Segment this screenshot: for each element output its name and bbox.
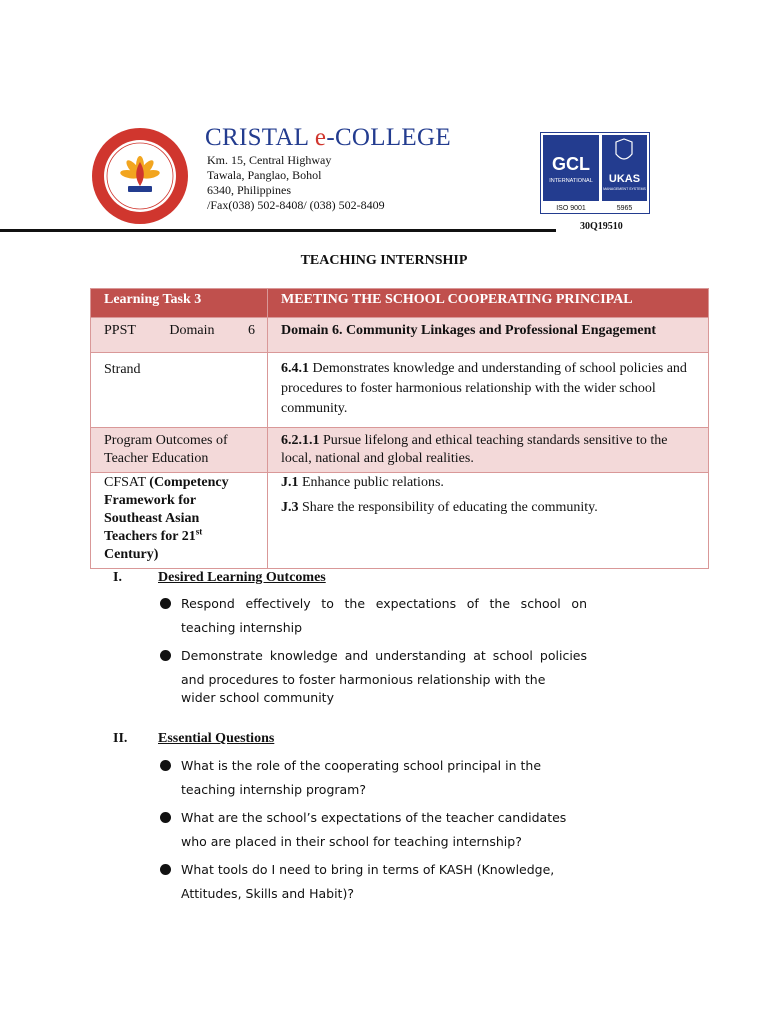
certificate-code: 30Q19510 bbox=[580, 221, 623, 232]
table-row bbox=[91, 353, 709, 428]
learning-task-table bbox=[90, 288, 709, 569]
ppst-label: PPST Domain 6 bbox=[91, 318, 268, 353]
college-seal-logo bbox=[90, 126, 190, 226]
svg-text:UKAS: UKAS bbox=[608, 173, 641, 185]
college-address bbox=[207, 153, 385, 213]
cfsat-competencies bbox=[268, 473, 709, 569]
list-item: Respond effectively to the expectations of the school on teaching internship bbox=[160, 592, 587, 640]
task-label: Learning Task 3 bbox=[91, 289, 268, 318]
table-row bbox=[91, 318, 709, 353]
section-title: Essential Questions bbox=[158, 731, 275, 746]
section-number: II. bbox=[113, 731, 128, 746]
table-row bbox=[91, 289, 709, 318]
task-title: MEETING THE SCHOOL COOPERATING PRINCIPAL bbox=[268, 289, 709, 318]
svg-text:INTERNATIONAL: INTERNATIONAL bbox=[549, 178, 593, 184]
program-outcomes-label: Program Outcomes of Teacher Education bbox=[91, 428, 268, 473]
section-desired-learning-outcomes bbox=[113, 570, 413, 588]
table-row bbox=[91, 473, 709, 569]
svg-text:ISO 9001: ISO 9001 bbox=[556, 205, 586, 212]
strand-label: Strand bbox=[91, 353, 268, 428]
svg-text:5965: 5965 bbox=[616, 205, 633, 212]
page-title: TEACHING INTERNSHIP bbox=[300, 253, 468, 268]
header-divider bbox=[0, 229, 556, 232]
competency-j1: J.1 Enhance public relations. bbox=[281, 475, 444, 490]
college-name: CRISTAL e-COLLEGE bbox=[205, 124, 451, 151]
certification-logo bbox=[540, 132, 650, 214]
list-item: What tools do I need to bring in terms of KASH (Knowledge, Attitudes, Skills and Habit)? bbox=[160, 858, 570, 906]
list-item: What is the role of the cooperating school principal in the teaching internship program? bbox=[160, 754, 570, 802]
section-essential-questions bbox=[113, 731, 413, 749]
address-line: /Fax(038) 502-8408/ (038) 502-8409 bbox=[207, 198, 385, 212]
section-title: Desired Learning Outcomes bbox=[158, 570, 326, 585]
table-row bbox=[91, 428, 709, 473]
address-line: 6340, Philippines bbox=[207, 183, 292, 197]
cfsat-label: CFSAT (Competency Framework for Southeast Asian Teachers for 21st Century) bbox=[91, 473, 268, 569]
address-line: Tawala, Panglao, Bohol bbox=[207, 168, 322, 182]
learning-outcomes-list bbox=[160, 592, 587, 711]
essential-questions-list bbox=[160, 754, 570, 910]
domain-text: Domain 6. Community Linkages and Professional Engagement bbox=[268, 318, 709, 353]
competency-j3: J.3 Share the responsibility of educating the community. bbox=[281, 500, 598, 515]
address-line: Km. 15, Central Highway bbox=[207, 153, 332, 167]
svg-text:MANAGEMENT SYSTEMS: MANAGEMENT SYSTEMS bbox=[603, 187, 646, 191]
list-item: Demonstrate knowledge and understanding at school policies and procedures to foster harmonious relationship with the wider school community bbox=[160, 644, 587, 707]
program-outcomes-text: 6.2.1.1 Pursue lifelong and ethical teaching standards sensitive to the local, national and global realities. bbox=[268, 428, 709, 473]
section-number: I. bbox=[113, 570, 122, 585]
svg-text:GCL: GCL bbox=[552, 154, 590, 174]
strand-text: 6.4.1 Demonstrates knowledge and understanding of school policies and procedures to foster harmonious relationship with the wider school community. bbox=[268, 353, 709, 428]
list-item: What are the school’s expectations of the teacher candidates who are placed in their school for teaching internship? bbox=[160, 806, 570, 854]
